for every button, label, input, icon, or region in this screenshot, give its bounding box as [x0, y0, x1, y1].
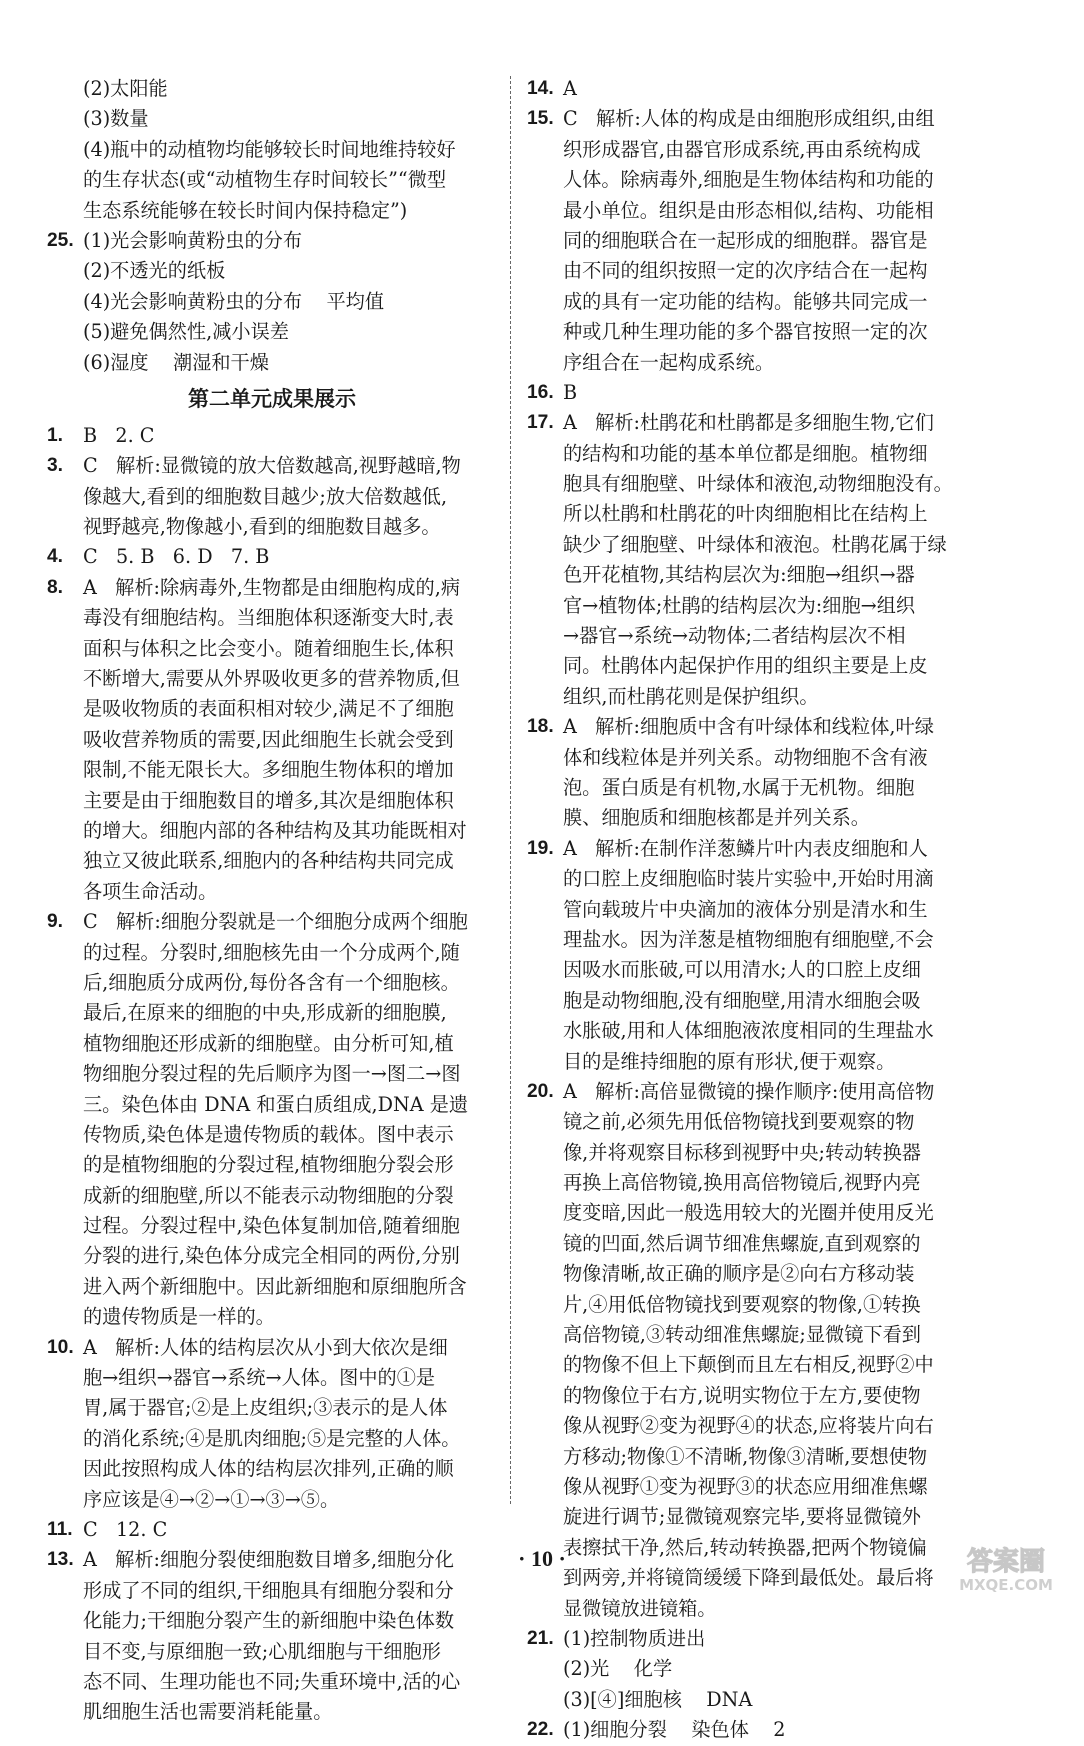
question-9	[47, 907, 497, 1332]
answer-line: 同。杜鹃体内起保护作用的组织主要是上皮	[563, 654, 928, 678]
answer-line: 进入两个新细胞中。因此新细胞和原细胞所含	[83, 1274, 467, 1298]
page-number: · 10 ·	[518, 1546, 566, 1571]
question-number: 25.	[47, 229, 74, 251]
question-number: 15.	[527, 108, 554, 130]
answer-line: 目的是维持细胞的原有形状,便于观察。	[563, 1049, 896, 1073]
answer-line: 化能力;干细胞分裂产生的新细胞中染色体数	[83, 1609, 455, 1633]
answer-line: 态不同、生理功能也不同;失重环境中,活的心	[83, 1669, 461, 1693]
answer-line: 人体。除病毒外,细胞是生物体结构和功能的	[563, 168, 934, 192]
question-8	[47, 573, 497, 907]
answer-line: 视野越亮,物像越小,看到的细胞数目越多。	[83, 515, 441, 539]
answer-line: 主要是由于细胞数目的增多,其次是细胞体积	[83, 788, 454, 812]
answer-line: 泡。蛋白质是有机物,水属于无机物。细胞	[563, 775, 915, 799]
answer-line: 缺少了细胞壁、叶绿体和液泡。杜鹃花属于绿	[563, 532, 947, 556]
answer-line: 方移动;物像①不清晰,物像③清晰,要想使物	[563, 1444, 928, 1468]
answer-line: 成的具有一定功能的结构。能够共同完成一	[563, 289, 928, 313]
question-10	[47, 1333, 497, 1515]
question-25	[47, 226, 497, 378]
section-heading: 第二单元成果展示	[188, 386, 356, 411]
question-1-2	[47, 421, 497, 451]
answer-line: A 解析:人体的结构层次从小到大依次是细	[83, 1335, 448, 1359]
answer-line: 的增大。细胞内部的各种结构及其功能既相对	[83, 818, 467, 842]
answer-line: A	[563, 77, 577, 100]
question-19	[527, 834, 995, 1077]
question-number: 14.	[527, 78, 554, 99]
answer-line: 是吸收物质的表面积相对较少,满足不了细胞	[83, 697, 454, 721]
question-number: 10.	[47, 1336, 74, 1358]
answer-line: 序组合在一起构成系统。	[563, 350, 775, 374]
question-number: 21.	[527, 1627, 554, 1649]
answer-line: (1)细胞分裂 染色体 2	[563, 1718, 786, 1742]
answer-line: 表擦拭干净,然后,转动转换器,把两个物镜偏	[563, 1535, 927, 1559]
question-3	[47, 451, 497, 542]
answer-line: 片,④用低倍物镜找到要观察的物像,①转换	[563, 1292, 921, 1316]
answer-line: (1)控制物质进出	[563, 1626, 706, 1650]
answer-line: 最后,在原来的细胞的中央,形成新的细胞膜,	[83, 1001, 447, 1025]
answer-line: 独立又彼此联系,细胞内的各种结构共同完成	[83, 849, 454, 873]
answer-line: 的口腔上皮细胞临时装片实验中,开始时用滴	[563, 867, 934, 891]
answer-line: 生态系统能够在较长时间内保持稳定”)	[83, 198, 408, 222]
answer-line: 像越大,看到的细胞数目越少;放大倍数越低,	[83, 484, 448, 508]
answer-line: 因吸水而胀破,可以用清水;人的口腔上皮细	[563, 958, 921, 982]
answer-line: 管向载玻片中央滴加的液体分别是清水和生	[563, 897, 928, 921]
question-14	[527, 74, 995, 104]
question-13	[47, 1545, 497, 1727]
answer-line: 毒没有细胞结构。当细胞体积逐渐变大时,表	[83, 606, 454, 630]
question-11-12	[47, 1515, 497, 1545]
answer-line: (2)太阳能	[83, 77, 168, 100]
answer-line: 的生存状态(或“动植物生存时间较长”“微型	[83, 168, 447, 192]
answer-line: 镜之前,必须先用低倍物镜找到要观察的物	[563, 1110, 915, 1134]
answer-line: 度变暗,因此一般选用较大的光圈并使用反光	[563, 1201, 934, 1225]
answer-line: 到两旁,并将镜筒缓缓下降到最低处。最后将	[563, 1566, 934, 1590]
watermark-logo	[950, 1542, 1062, 1594]
answer-line: 成新的细胞壁,所以不能表示动物细胞的分裂	[83, 1183, 454, 1207]
answer-line: 体和线粒体是并列关系。动物细胞不含有液	[563, 745, 928, 769]
answer-line: 过程。分裂过程中,染色体复制加倍,随着细胞	[83, 1214, 460, 1238]
question-number: 19.	[527, 837, 554, 859]
answer-line: 的消化系统;④是肌肉细胞;⑤是完整的人体。	[83, 1426, 461, 1450]
answer-line: 水胀破,用和人体细胞液浓度相同的生理盐水	[563, 1019, 934, 1043]
answer-line: 面积与体积之比会变小。随着细胞生长,体积	[83, 636, 454, 660]
watermark-url: MXQE.COM	[959, 1576, 1053, 1594]
answer-line: 旋进行调节;显微镜观察完毕,要将显微镜外	[563, 1505, 921, 1529]
answer-line: 的过程。分裂时,细胞核先由一个分成两个,随	[83, 940, 460, 964]
answer-line: 像从视野①变为视野③的状态应用细准焦螺	[563, 1474, 928, 1498]
answer-line: A 解析:细胞分裂使细胞数目增多,细胞分化	[83, 1548, 454, 1572]
answer-line: C 解析:人体的构成是由细胞形成组织,由组	[563, 107, 935, 131]
question-21	[527, 1624, 995, 1715]
answer-line: 物细胞分裂过程的先后顺序为图一→图二→图	[83, 1062, 461, 1086]
answer-line: 限制,不能无限长大。多细胞生物体积的增加	[83, 758, 454, 782]
question-18	[527, 712, 995, 834]
answer-line: 像从视野②变为视野④的状态,应将装片向右	[563, 1414, 934, 1438]
answer-line: C 解析:细胞分裂就是一个细胞分成两个细胞	[83, 910, 468, 934]
answer-line: 镜的凹面,然后调节细准焦螺旋,直到观察的	[563, 1231, 921, 1255]
answer-line: 最小单位。组织是由形态相似,结构、功能相	[563, 198, 934, 222]
q24-continued	[47, 74, 497, 226]
question-number: 11.	[47, 1518, 73, 1540]
question-number: 1.	[47, 424, 64, 446]
answer-line: 高倍物镜,③转动细准焦螺旋;显微镜下看到	[563, 1323, 921, 1347]
question-number: 13.	[47, 1549, 74, 1571]
answer-line: C 解析:显微镜的放大倍数越高,视野越暗,物	[83, 454, 461, 478]
question-20	[527, 1077, 995, 1624]
question-4-7	[47, 542, 497, 572]
answer-line: 胃,属于器官;②是上皮组织;③表示的是人体	[83, 1396, 448, 1420]
answer-line: 同的细胞联合在一起形成的细胞群。器官是	[563, 228, 928, 252]
answer-line: 的遗传物质是一样的。	[83, 1305, 275, 1329]
answer-line: 像,并将观察目标移到视野中央;转动转换器	[563, 1140, 921, 1164]
answer-line: 显微镜放进镜箱。	[563, 1596, 717, 1620]
answer-line: B 2. C	[83, 423, 155, 447]
answer-line: 种或几种生理功能的多个器官按照一定的次	[563, 320, 928, 344]
question-number: 20.	[527, 1080, 554, 1102]
question-number: 4.	[47, 546, 64, 568]
question-16	[527, 378, 995, 408]
answer-line: (5)避免偶然性,减小误差	[83, 320, 289, 344]
question-number: 17.	[527, 412, 554, 434]
question-number: 16.	[527, 381, 554, 403]
question-17	[527, 408, 995, 712]
answer-line: 的是植物细胞的分裂过程,植物细胞分裂会形	[83, 1153, 454, 1177]
answer-line: 膜、细胞质和细胞核都是并列关系。	[563, 806, 870, 830]
answer-line: 官→植物体;杜鹃的结构层次为:细胞→组织	[563, 593, 916, 617]
answer-line: 的结构和功能的基本单位都是细胞。植物细	[563, 441, 928, 465]
right-column	[527, 74, 995, 1745]
answer-line: A 解析:细胞质中含有叶绿体和线粒体,叶绿	[563, 715, 934, 739]
answer-line: (4)瓶中的动植物均能够较长时间地维持较好	[83, 137, 456, 161]
answer-line: 植物细胞还形成新的细胞壁。由分析可知,植	[83, 1031, 454, 1055]
answer-line: (6)湿度 潮湿和干燥	[83, 350, 269, 374]
answer-line: 序应该是④→②→①→③→⑤。	[83, 1487, 340, 1511]
answer-line: 所以杜鹃和杜鹃花的叶肉细胞相比在结构上	[563, 502, 928, 526]
answer-line: (2)光 化学	[563, 1657, 673, 1681]
question-22	[527, 1715, 995, 1745]
answer-line: 后,细胞质分成两份,每份各含有一个细胞核。	[83, 970, 460, 994]
answer-line: 目不变,与原细胞一致;心肌细胞与干细胞形	[83, 1639, 441, 1663]
answer-line: 传物质,染色体是遗传物质的载体。图中表示	[83, 1122, 454, 1146]
answer-line: B	[563, 380, 578, 404]
answer-line: 分裂的进行,染色体分成完全相同的两份,分别	[83, 1244, 460, 1268]
answer-line: A 解析:杜鹃花和杜鹃都是多细胞生物,它们	[563, 411, 934, 435]
answer-line: 胞→组织→器官→系统→人体。图中的①是	[83, 1366, 436, 1390]
left-column	[47, 74, 497, 1728]
column-divider	[510, 76, 511, 1504]
answer-line: C 5. B 6. D 7. B	[83, 545, 270, 569]
answer-line: 形成了不同的组织,干细胞具有细胞分裂和分	[83, 1578, 454, 1602]
answer-line: 织形成器官,由器官形成系统,再由系统构成	[563, 137, 921, 161]
answer-line: 色开花植物,其结构层次为:细胞→组织→器	[563, 563, 915, 587]
answer-line: 肌细胞生活也需要消耗能量。	[83, 1700, 333, 1724]
answer-line: 的物像位于右方,说明实物位于左方,要使物	[563, 1383, 921, 1407]
answer-line: 胞是动物细胞,没有细胞壁,用清水细胞会吸	[563, 988, 921, 1012]
question-number: 22.	[527, 1719, 554, 1741]
answer-line: (1)光会影响黄粉虫的分布	[83, 228, 303, 252]
answer-line: 吸收营养物质的需要,因此细胞生长就会受到	[83, 727, 454, 751]
answer-line: 不断增大,需要从外界吸收更多的营养物质,但	[83, 667, 460, 691]
answer-line: 再换上高倍物镜,换用高倍物镜后,视野内亮	[563, 1171, 921, 1195]
question-number: 3.	[47, 455, 64, 477]
answer-line: (2)不透光的纸板	[83, 259, 226, 283]
answer-line: 组织,而杜鹃花则是保护组织。	[563, 684, 819, 708]
answer-line: 各项生命活动。	[83, 879, 218, 903]
answer-line: A 解析:高倍显微镜的操作顺序:使用高倍物	[563, 1079, 935, 1103]
question-number: 8.	[47, 576, 64, 598]
question-15	[527, 104, 995, 378]
answer-line: (3)[④]细胞核 DNA	[563, 1687, 753, 1711]
watermark-text: 答案圈	[966, 1547, 1046, 1577]
answer-line: 三。染色体由 DNA 和蛋白质组成,DNA 是遗	[83, 1092, 469, 1116]
answer-line: 理盐水。因为洋葱是植物细胞有细胞壁,不会	[563, 927, 934, 951]
answer-line: 物像清晰,故正确的顺序是②向右方移动装	[563, 1262, 915, 1286]
answer-line: (4)光会影响黄粉虫的分布 平均值	[83, 289, 385, 313]
answer-line: (3)数量	[83, 107, 149, 131]
answer-line: 胞具有细胞壁、叶绿体和液泡,动物细胞没有。	[563, 472, 953, 496]
answer-line: 由不同的组织按照一定的次序结合在一起构	[563, 259, 928, 283]
answer-line: 因此按照构成人体的结构层次排列,正确的顺	[83, 1457, 454, 1481]
question-number: 9.	[47, 911, 64, 933]
answer-line: A 解析:在制作洋葱鳞片叶内表皮细胞和人	[563, 836, 928, 860]
answer-line: A 解析:除病毒外,生物都是由细胞构成的,病	[83, 575, 461, 599]
answer-line: C 12. C	[83, 1517, 168, 1541]
answer-line: 的物像不但上下颠倒而且左右相反,视野②中	[563, 1353, 934, 1377]
answer-line: →器官→系统→动物体;二者结构层次不相	[563, 624, 906, 648]
question-number: 18.	[527, 716, 554, 738]
